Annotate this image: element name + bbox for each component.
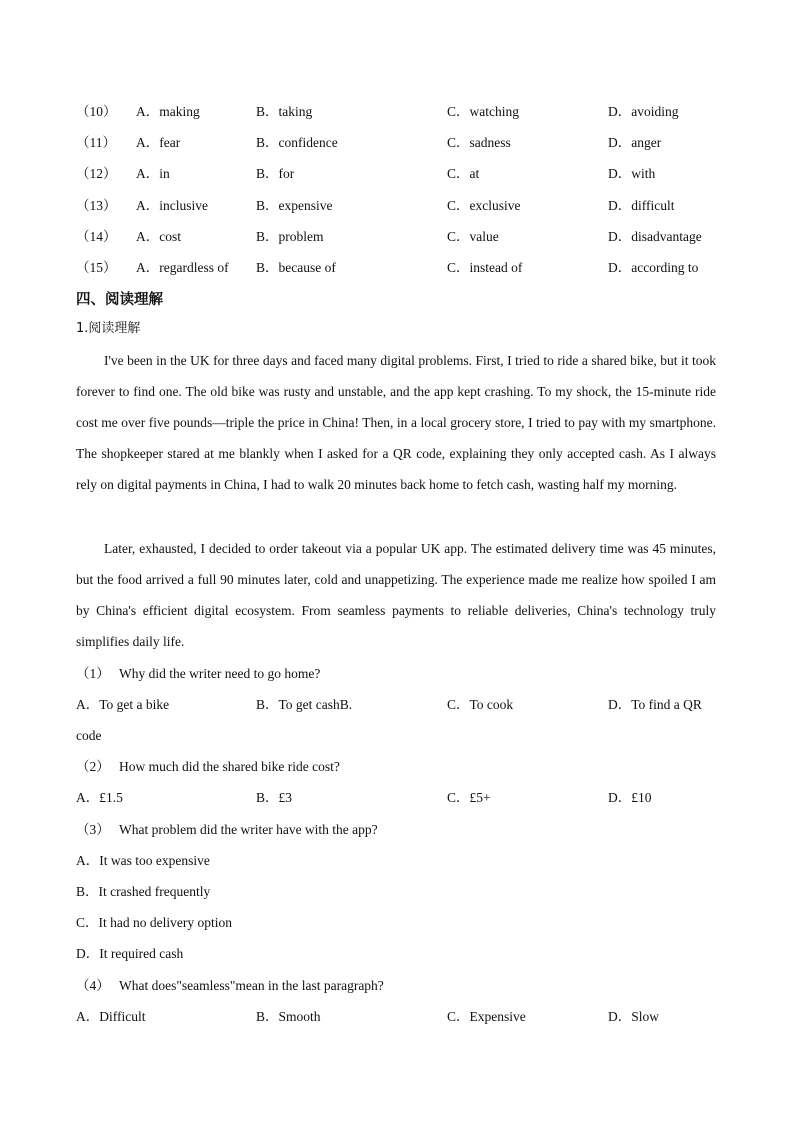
question-number: （1） <box>76 666 110 681</box>
option-d: D．anger <box>608 135 662 150</box>
option-d: D．difficult <box>608 198 675 213</box>
option-a: A．inclusive <box>136 198 208 213</box>
option-a: A．Difficult <box>76 1009 146 1024</box>
option-c: C．instead of <box>447 260 523 275</box>
option-b: B．expensive <box>256 198 333 213</box>
option-d: D．with <box>608 166 656 181</box>
option-c: C．sadness <box>447 135 511 150</box>
subsection-title: 1.阅读理解 <box>76 321 141 336</box>
option-a: A．fear <box>136 135 181 150</box>
option-d: D．£10 <box>608 790 652 805</box>
option-d: D．avoiding <box>608 104 679 119</box>
option-a: A．making <box>136 104 200 119</box>
option-row-15 <box>76 258 726 278</box>
question-2-options <box>76 788 726 808</box>
option-b: B．confidence <box>256 135 338 150</box>
option-a: A．regardless of <box>136 260 229 275</box>
option-c: C．watching <box>447 104 519 119</box>
option-c: C．value <box>447 229 499 244</box>
option-b: B．taking <box>256 104 313 119</box>
option-d: D．Slow <box>608 1009 660 1024</box>
option-c: C．£5+ <box>447 790 491 805</box>
question-number: （12） <box>76 166 117 181</box>
option-b: B．£3 <box>256 790 293 805</box>
question-text: How much did the shared bike ride cost? <box>119 759 340 774</box>
option-c: C．Expensive <box>447 1009 526 1024</box>
option-b: B．It crashed frequently <box>76 884 211 899</box>
option-row-12 <box>76 164 726 184</box>
question-number: （3） <box>76 822 110 837</box>
option-d: D．according to <box>608 260 699 275</box>
question-number: （4） <box>76 978 110 993</box>
option-b: B．To get cashB. <box>256 697 353 712</box>
passage-paragraph-2: Later, exhausted, I decided to order takeout via a popular UK app. The estimated delivery time was 45 minutes, but the food arrived a full 90 minutes later, cold and unappetizing. The experience made me realize how spoiled I am by China's efficient digital ecosystem. From seamless payments to reliable deliveries, China's technology truly simplifies daily life. <box>76 541 716 649</box>
option-b: B．problem <box>256 229 324 244</box>
option-a: A．in <box>136 166 170 181</box>
option-b: B．for <box>256 166 295 181</box>
option-c: C．It had no delivery option <box>76 915 232 930</box>
question-text: What problem did the writer have with the app? <box>119 822 378 837</box>
question-number: （14） <box>76 229 117 244</box>
option-b: B．because of <box>256 260 336 275</box>
question-1-options <box>76 695 726 715</box>
question-4-options <box>76 1007 726 1027</box>
option-a: A．cost <box>136 229 181 244</box>
option-d: D．To find a QR <box>608 697 702 712</box>
question-text: What does"seamless"mean in the last paragraph? <box>119 978 384 993</box>
option-d: D．disadvantage <box>608 229 702 244</box>
option-a: A．£1.5 <box>76 790 123 805</box>
option-row-14 <box>76 227 726 247</box>
option-d-continuation: code <box>76 728 102 743</box>
question-number: （2） <box>76 759 110 774</box>
question-number: （15） <box>76 260 117 275</box>
option-row-10 <box>76 102 726 122</box>
option-row-11 <box>76 133 726 153</box>
option-a: A．To get a bike <box>76 697 170 712</box>
option-c: C．To cook <box>447 697 514 712</box>
option-a: A．It was too expensive <box>76 853 210 868</box>
option-c: C．at <box>447 166 480 181</box>
option-c: C．exclusive <box>447 198 521 213</box>
question-number: （11） <box>76 135 116 150</box>
question-number: （13） <box>76 198 117 213</box>
section-title: 四、阅读理解 <box>76 292 163 308</box>
option-b: B．Smooth <box>256 1009 321 1024</box>
question-number: （10） <box>76 104 117 119</box>
question-text: Why did the writer need to go home? <box>119 666 321 681</box>
option-row-13 <box>76 196 726 216</box>
option-d: D．It required cash <box>76 946 184 961</box>
passage-paragraph-1: I've been in the UK for three days and faced many digital problems. First, I tried to ride a shared bike, but it took forever to find one. The old bike was rusty and unstable, and the app kept crashing. To my shock, the 15-minute ride cost me over five pounds—triple the price in China! Then, in a local grocery store, I tried to pay with my smartphone. The shopkeeper stared at me blankly when I asked for a QR code, explaining they only accepted cash. As I always rely on digital payments in China, I had to walk 20 minutes back home to fetch cash, wasting half my morning. <box>76 353 716 492</box>
